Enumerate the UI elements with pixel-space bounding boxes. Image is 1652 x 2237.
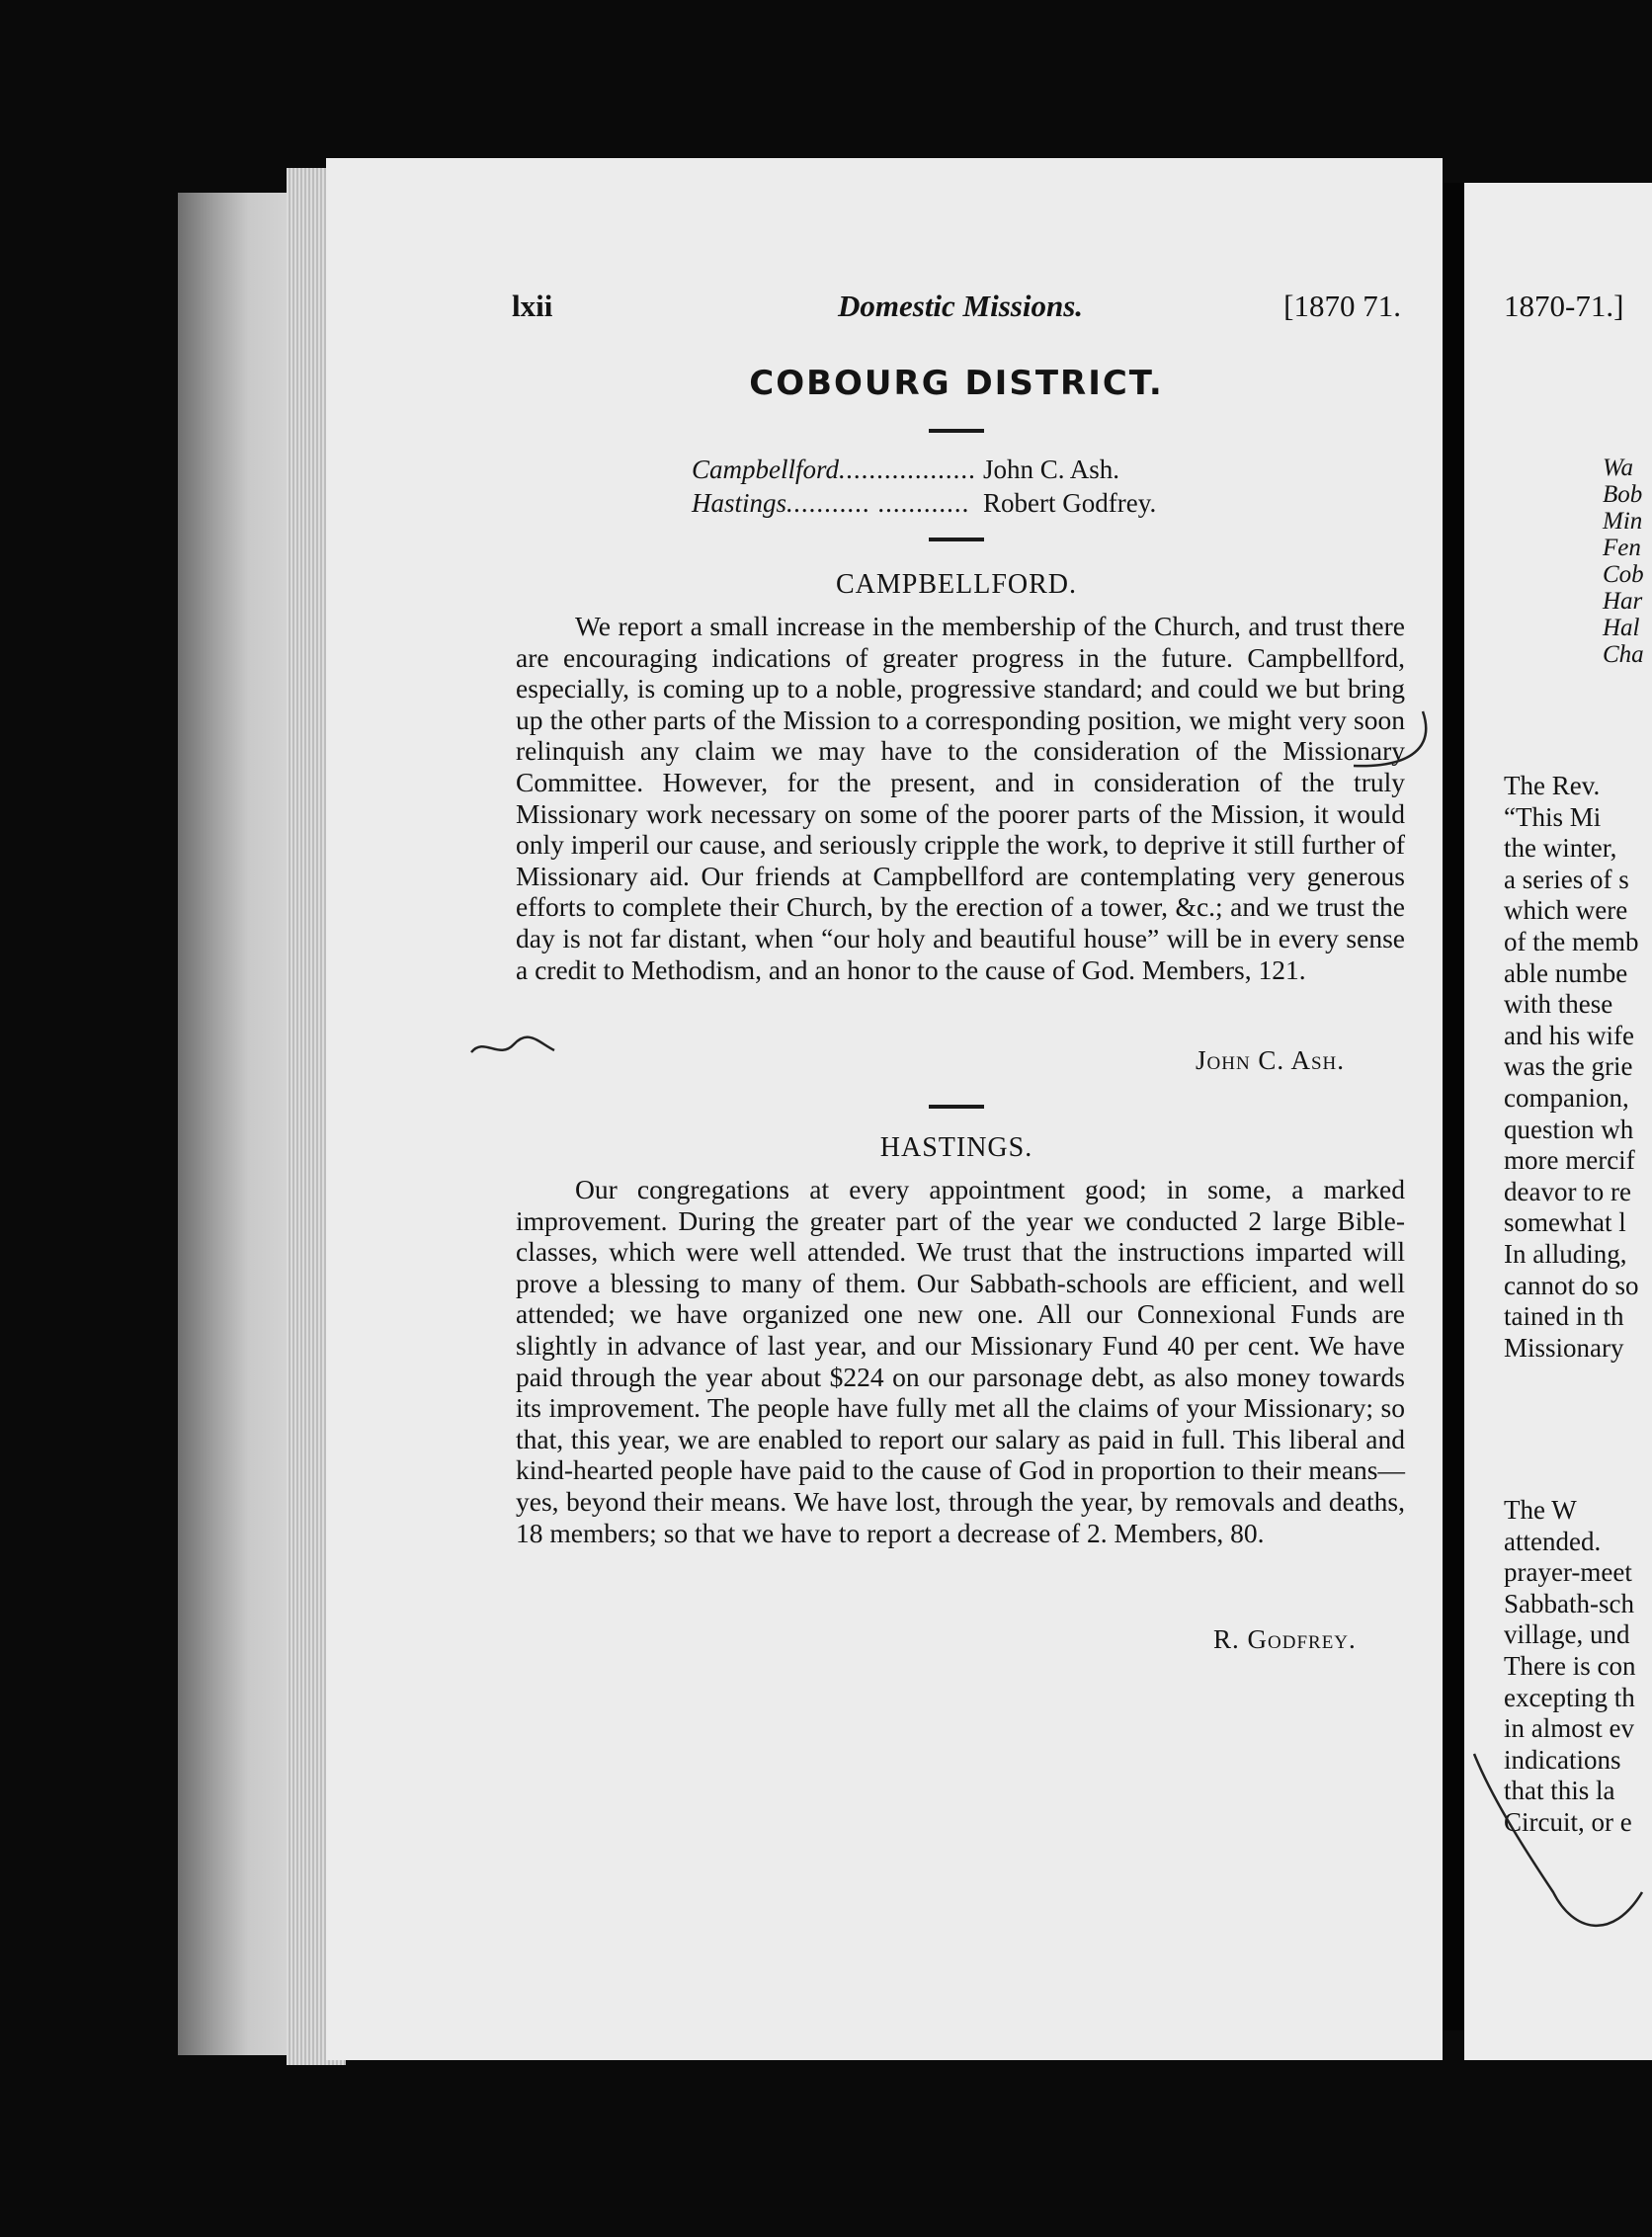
- pencil-mark: [469, 1033, 558, 1062]
- signature: R. Godfrey.: [1213, 1624, 1357, 1654]
- right-page: [1464, 183, 1652, 2060]
- right-list-item: Har: [1603, 588, 1643, 615]
- right-text-line: Missionary: [1504, 1332, 1624, 1363]
- hastings-report: [516, 1174, 1405, 1548]
- campbellford-report: [516, 611, 1405, 985]
- right-list-item: Bob: [1603, 481, 1643, 508]
- divider-rule: [929, 429, 984, 433]
- right-list-item: Cha: [1603, 641, 1644, 668]
- right-text-line: the winter,: [1504, 833, 1617, 864]
- pencil-bracket: [1324, 706, 1433, 786]
- right-list-item: Wa: [1603, 455, 1634, 481]
- appointment-minister: Robert Godfrey.: [983, 488, 1157, 518]
- report-paragraph: We report a small increase in the membership of the Church, and trust there are encouraging indications of greater progress in the future. Campbellford, especially, is coming up to a noble, progressive standard; and could we but bring up the other parts of the Mission to a corresponding position, we might very soon relinquish any claim we may have to the consideration of the Missionary Committee. However, for the present, and in consideration of the truly Missionary work necessary on some of the poorer parts of the Mission, it would only imperil our cause, and seriously cripple the work, to deprive it still further of Missionary aid. Our friends at Campbellford are contemplating very generous efforts to complete their Church, by the erection of a tower, &c.; and we trust the day is not far distant, when “our holy and beautiful house” will be in every sense a credit to Methodism, and an honor to the cause of God. Members, 121.: [516, 611, 1405, 985]
- right-text-line: with these: [1504, 989, 1613, 1020]
- right-text-line: indications: [1504, 1744, 1621, 1775]
- right-text-line: cannot do so: [1504, 1270, 1639, 1300]
- right-text-line: question wh: [1504, 1114, 1634, 1144]
- right-page-text-a: [1504, 771, 1638, 1364]
- right-text-line: was the grie: [1504, 1051, 1633, 1082]
- right-text-line: attended.: [1504, 1526, 1602, 1556]
- right-text-line: more mercif: [1504, 1145, 1635, 1176]
- appointments-list: [692, 453, 1156, 520]
- right-text-line: that this la: [1504, 1776, 1615, 1806]
- right-page-header: 1870-71.]: [1504, 289, 1624, 323]
- right-text-line: tained in th: [1504, 1301, 1624, 1332]
- right-list-item: Hal: [1603, 615, 1640, 641]
- right-text-line: The W: [1504, 1495, 1577, 1525]
- page-number: lxii: [512, 289, 553, 323]
- divider-rule: [929, 538, 984, 541]
- right-text-line: companion,: [1504, 1082, 1629, 1113]
- appointment-row: [692, 486, 1156, 520]
- appointment-place: Hastings........... ............: [692, 488, 971, 518]
- signature: John C. Ash.: [1196, 1045, 1345, 1075]
- right-list-item: Fen: [1603, 535, 1641, 561]
- right-text-line: deavor to re: [1504, 1176, 1631, 1206]
- right-page-appointments: [1603, 455, 1644, 668]
- right-text-line: which were: [1504, 895, 1628, 926]
- report-paragraph: Our congregations at every appointment good; in some, a marked improvement. During the greater part of the year we conducted 2 large Bible-classes, which were well attended. We trust that the instructions imparted will prove a blessing to many of them. Our Sabbath-schools are efficient, and well attended; we have organized one new one. All our Connexional Funds are slightly in advance of last year, and our Missionary Fund 40 per cent. We have paid through the year about $224 on our parsonage debt, as also money towards its improvement. The people have fully met all the claims of your Missionary; so that, this year, we are enabled to report our salary as paid in full. This liberal and kind-hearted people have paid to the cause of God in proportion to their means—yes, beyond their means. We have lost, through the year, by removals and deaths, 18 members; so that we have to report a decrease of 2. Members, 80.: [516, 1174, 1405, 1548]
- pencil-curve: [1464, 1744, 1652, 1961]
- right-text-line: “This Mi: [1504, 801, 1602, 832]
- right-text-line: able numbe: [1504, 957, 1628, 988]
- right-text-line: and his wife: [1504, 1020, 1634, 1050]
- header-year: [1870 71.: [1283, 289, 1401, 323]
- right-text-line: In alluding,: [1504, 1238, 1627, 1269]
- right-text-line: somewhat l: [1504, 1207, 1626, 1238]
- right-text-line: excepting th: [1504, 1682, 1635, 1712]
- section-title-campbellford: CAMPBELLFORD.: [835, 569, 1078, 600]
- right-text-line: village, und: [1504, 1619, 1630, 1650]
- right-text-line: There is con: [1504, 1650, 1636, 1681]
- page-header: [512, 289, 1401, 338]
- district-title: COBOURG DISTRICT.: [749, 364, 1164, 403]
- section-title-hastings: HASTINGS.: [879, 1132, 1033, 1163]
- right-text-line: a series of s: [1504, 864, 1629, 894]
- right-text-line: Sabbath-sch: [1504, 1588, 1634, 1618]
- right-text-line: prayer-meet: [1504, 1557, 1632, 1588]
- divider-rule: [929, 1105, 984, 1109]
- left-page: [326, 158, 1443, 2060]
- appointment-minister: John C. Ash.: [983, 455, 1120, 484]
- right-text-line: The Rev.: [1504, 771, 1601, 800]
- right-text-line: of the memb: [1504, 926, 1639, 956]
- right-list-item: Min: [1603, 508, 1643, 535]
- right-text-line: in almost ev: [1504, 1713, 1634, 1744]
- right-text-line: Circuit, or e: [1504, 1806, 1632, 1837]
- book-gutter: [1443, 183, 1464, 2030]
- appointment-row: [692, 453, 1156, 486]
- appointment-place: Campbellford..................: [692, 455, 977, 484]
- right-list-item: Cob: [1603, 561, 1644, 588]
- running-title: Domestic Missions.: [838, 289, 1084, 323]
